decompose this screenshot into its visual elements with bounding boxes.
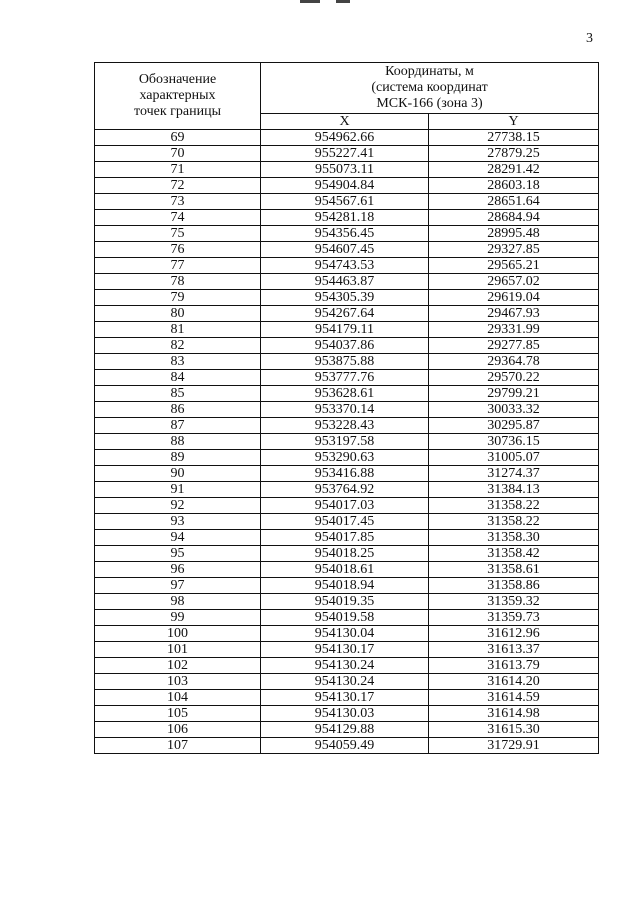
x-coordinate-cell: 954130.24 [261,658,429,674]
point-id-cell: 96 [95,562,261,578]
y-coordinate-cell: 29799.21 [429,386,599,402]
point-id-cell: 79 [95,290,261,306]
point-id-cell: 73 [95,194,261,210]
x-coordinate-cell: 954018.94 [261,578,429,594]
y-coordinate-cell: 31615.30 [429,722,599,738]
point-id-cell: 88 [95,434,261,450]
x-coordinate-cell: 953875.88 [261,354,429,370]
x-coordinate-cell: 953290.63 [261,450,429,466]
x-coordinate-cell: 954130.17 [261,642,429,658]
point-id-cell: 103 [95,674,261,690]
table-row [95,354,599,370]
x-coordinate-cell: 954463.87 [261,274,429,290]
table-row [95,130,599,146]
x-coordinate-cell: 953370.14 [261,402,429,418]
point-id-cell: 82 [95,338,261,354]
point-id-cell: 71 [95,162,261,178]
x-coordinate-cell: 954567.61 [261,194,429,210]
x-coordinate-cell: 953764.92 [261,482,429,498]
y-coordinate-cell: 31613.79 [429,658,599,674]
x-coordinate-cell: 954017.45 [261,514,429,530]
point-id-cell: 92 [95,498,261,514]
point-id-cell: 69 [95,130,261,146]
y-coordinate-cell: 29327.85 [429,242,599,258]
point-id-cell: 100 [95,626,261,642]
table-body [95,130,599,754]
point-id-cell: 77 [95,258,261,274]
table-row [95,386,599,402]
point-id-cell: 90 [95,466,261,482]
y-coordinate-cell: 29277.85 [429,338,599,354]
x-coordinate-cell: 954179.11 [261,322,429,338]
x-coordinate-cell: 954962.66 [261,130,429,146]
table-row [95,402,599,418]
y-coordinate-cell: 28603.18 [429,178,599,194]
table-row [95,194,599,210]
y-coordinate-cell: 28684.94 [429,210,599,226]
scan-artifact-marks [296,0,356,4]
point-id-cell: 102 [95,658,261,674]
x-coordinate-cell: 954018.61 [261,562,429,578]
point-id-cell: 80 [95,306,261,322]
table-row [95,738,599,754]
y-coordinate-cell: 31614.20 [429,674,599,690]
y-coordinate-cell: 31614.98 [429,706,599,722]
x-coordinate-cell: 953416.88 [261,466,429,482]
y-coordinate-cell: 31358.22 [429,514,599,530]
table-row [95,610,599,626]
x-coordinate-cell: 953628.61 [261,386,429,402]
point-id-cell: 99 [95,610,261,626]
point-id-cell: 89 [95,450,261,466]
x-coordinate-cell: 954019.35 [261,594,429,610]
table-row [95,722,599,738]
table-row [95,530,599,546]
table-row [95,146,599,162]
y-coordinate-cell: 31729.91 [429,738,599,754]
x-coordinate-cell: 954129.88 [261,722,429,738]
table-row [95,450,599,466]
table-row [95,674,599,690]
point-id-cell: 81 [95,322,261,338]
x-coordinate-cell: 954130.17 [261,690,429,706]
x-coordinate-cell: 953777.76 [261,370,429,386]
point-id-cell: 106 [95,722,261,738]
x-coordinate-cell: 954743.53 [261,258,429,274]
table-row [95,226,599,242]
table-row [95,306,599,322]
x-column-header: X [261,114,429,130]
table-row [95,338,599,354]
point-id-cell: 105 [95,706,261,722]
x-coordinate-cell: 954130.03 [261,706,429,722]
table-row [95,242,599,258]
y-coordinate-cell: 31613.37 [429,642,599,658]
y-coordinate-cell: 31359.73 [429,610,599,626]
point-id-cell: 86 [95,402,261,418]
table-row [95,418,599,434]
x-coordinate-cell: 954130.24 [261,674,429,690]
point-id-cell: 72 [95,178,261,194]
table-row [95,690,599,706]
y-coordinate-cell: 27879.25 [429,146,599,162]
table-row [95,322,599,338]
point-id-cell: 75 [95,226,261,242]
point-id-cell: 98 [95,594,261,610]
y-coordinate-cell: 31358.42 [429,546,599,562]
point-id-cell: 87 [95,418,261,434]
point-id-cell: 101 [95,642,261,658]
y-coordinate-cell: 31358.86 [429,578,599,594]
point-id-cell: 94 [95,530,261,546]
x-coordinate-cell: 954281.18 [261,210,429,226]
x-coordinate-cell: 954267.64 [261,306,429,322]
table-row [95,642,599,658]
table-row [95,562,599,578]
y-coordinate-cell: 30736.15 [429,434,599,450]
y-coordinate-cell: 28995.48 [429,226,599,242]
point-id-cell: 97 [95,578,261,594]
y-coordinate-cell: 29467.93 [429,306,599,322]
y-coordinate-cell: 29331.99 [429,322,599,338]
x-coordinate-cell: 953228.43 [261,418,429,434]
x-coordinate-cell: 954018.25 [261,546,429,562]
table-row [95,594,599,610]
x-coordinate-cell: 953197.58 [261,434,429,450]
y-coordinate-cell: 31358.30 [429,530,599,546]
y-coordinate-cell: 31358.22 [429,498,599,514]
table-row [95,162,599,178]
y-coordinate-cell: 29565.21 [429,258,599,274]
y-coordinate-cell: 28291.42 [429,162,599,178]
x-coordinate-cell: 954904.84 [261,178,429,194]
x-coordinate-cell: 954607.45 [261,242,429,258]
point-id-cell: 93 [95,514,261,530]
x-coordinate-cell: 954017.03 [261,498,429,514]
point-id-cell: 84 [95,370,261,386]
y-coordinate-cell: 29364.78 [429,354,599,370]
y-coordinate-cell: 31005.07 [429,450,599,466]
table-row [95,178,599,194]
point-id-cell: 104 [95,690,261,706]
table-row [95,482,599,498]
table-row [95,546,599,562]
point-id-cell: 85 [95,386,261,402]
table-row [95,658,599,674]
table-row [95,258,599,274]
table-row [95,434,599,450]
coordinates-column-header: Координаты, м (система координат МСК-166 (зона 3) [261,63,599,114]
point-id-cell: 83 [95,354,261,370]
x-coordinate-cell: 954305.39 [261,290,429,306]
table-row [95,706,599,722]
table-row [95,210,599,226]
x-coordinate-cell: 954059.49 [261,738,429,754]
x-coordinate-cell: 954037.86 [261,338,429,354]
y-coordinate-cell: 31614.59 [429,690,599,706]
y-coordinate-cell: 29657.02 [429,274,599,290]
table-row [95,514,599,530]
x-coordinate-cell: 954019.58 [261,610,429,626]
y-coordinate-cell: 28651.64 [429,194,599,210]
table-row [95,498,599,514]
point-id-cell: 91 [95,482,261,498]
coordinates-table [94,62,599,754]
table-row [95,578,599,594]
y-coordinate-cell: 30295.87 [429,418,599,434]
y-coordinate-cell: 31274.37 [429,466,599,482]
point-id-cell: 74 [95,210,261,226]
point-id-cell: 95 [95,546,261,562]
page-number: 3 [586,31,593,46]
table-row [95,370,599,386]
x-coordinate-cell: 955227.41 [261,146,429,162]
x-coordinate-cell: 955073.11 [261,162,429,178]
y-coordinate-cell: 31358.61 [429,562,599,578]
x-coordinate-cell: 954356.45 [261,226,429,242]
x-coordinate-cell: 954017.85 [261,530,429,546]
point-id-cell: 107 [95,738,261,754]
y-coordinate-cell: 29570.22 [429,370,599,386]
x-coordinate-cell: 954130.04 [261,626,429,642]
y-coordinate-cell: 31359.32 [429,594,599,610]
y-coordinate-cell: 30033.32 [429,402,599,418]
point-id-cell: 76 [95,242,261,258]
y-coordinate-cell: 29619.04 [429,290,599,306]
table-row [95,274,599,290]
table-row [95,466,599,482]
table-row [95,290,599,306]
point-id-cell: 70 [95,146,261,162]
y-column-header: Y [429,114,599,130]
table-row [95,626,599,642]
point-id-cell: 78 [95,274,261,290]
point-column-header: Обозначение характерных точек границы [95,63,261,130]
y-coordinate-cell: 31612.96 [429,626,599,642]
y-coordinate-cell: 31384.13 [429,482,599,498]
y-coordinate-cell: 27738.15 [429,130,599,146]
